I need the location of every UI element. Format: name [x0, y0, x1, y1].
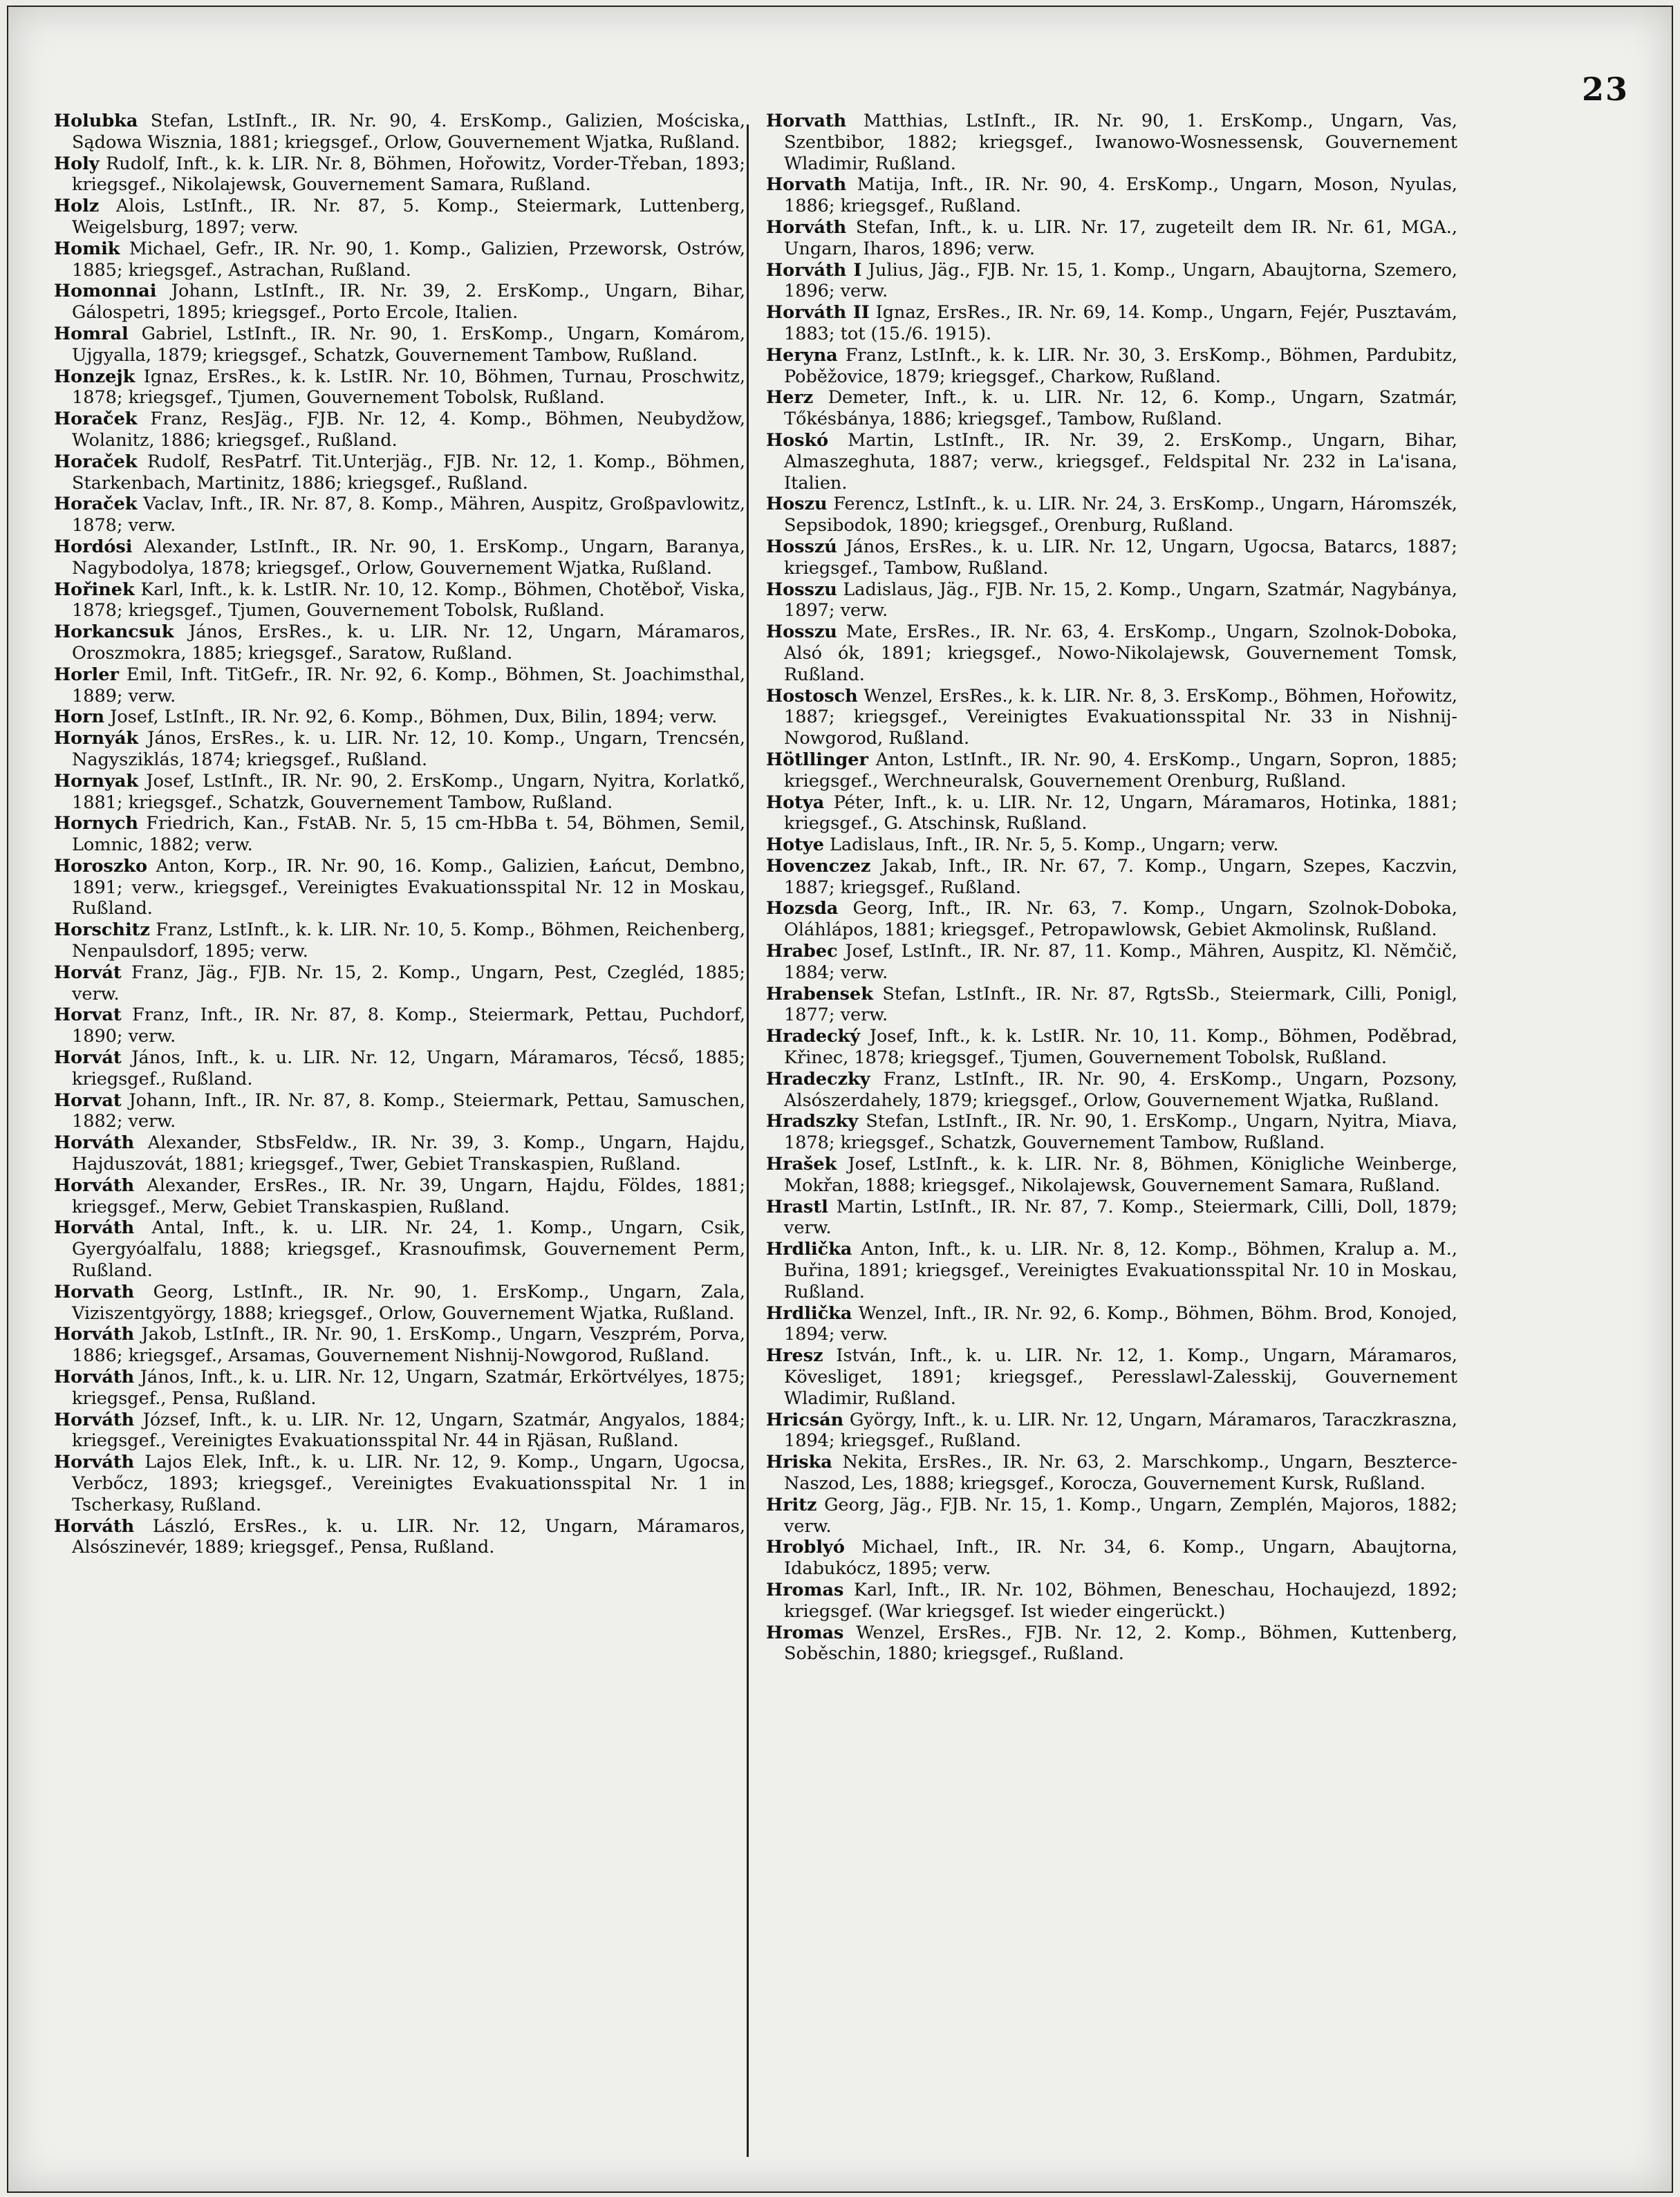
entry-surname: Honzejk	[54, 366, 136, 387]
register-entry	[766, 111, 1457, 174]
register-entry	[54, 621, 745, 664]
entry-surname: Horváth	[54, 1132, 135, 1154]
entry-surname: Homonnai	[54, 281, 157, 302]
entry-surname: Horváth I	[766, 259, 862, 281]
register-entry	[54, 111, 745, 153]
entry-details: Josef, LstInft., IR. Nr. 87, 11. Komp., Mähren, Auspitz, Kl. Němčič, 1884; verw.	[784, 941, 1457, 983]
register-entry	[54, 1175, 745, 1218]
register-entry	[766, 749, 1457, 792]
entry-surname: Herz	[766, 387, 814, 409]
entry-details: Josef, LstInft., IR. Nr. 92, 6. Komp., Böhmen, Dux, Bilin, 1894; verw.	[104, 707, 718, 728]
register-entry	[766, 1239, 1457, 1302]
entry-details: Rudolf, Inft., k. k. LIR. Nr. 8, Böhmen, Hořowitz, Vorder-Třeban, 1893; kriegsgef., Nikolajewsk, Gouvernement Samara, Rußland.	[72, 153, 745, 196]
register-entry	[54, 579, 745, 622]
entry-surname: Hostosch	[766, 685, 858, 707]
entry-surname: Horkancsuk	[54, 621, 174, 643]
register-entry	[766, 579, 1457, 622]
register-entry	[766, 217, 1457, 260]
register-entry	[766, 686, 1457, 749]
entry-details: Ladislaus, Jäg., FJB. Nr. 15, 2. Komp., Ungarn, Szatmár, Nagybánya, 1897; verw.	[784, 579, 1457, 621]
register-entry	[766, 1495, 1457, 1537]
register-entry	[54, 1324, 745, 1367]
register-entry	[54, 1132, 745, 1175]
register-entry	[54, 324, 745, 366]
entry-surname: Horváth	[54, 1217, 135, 1239]
entry-surname: Holubka	[54, 111, 138, 131]
entry-details: Péter, Inft., k. u. LIR. Nr. 12, Ungarn, Máramaros, Hotinka, 1881; kriegsgef., G. Atschinsk, Rußland.	[784, 792, 1457, 834]
entry-surname: Horváth	[54, 1324, 135, 1345]
register-entry	[54, 1047, 745, 1090]
register-entry	[54, 962, 745, 1005]
register-entry	[766, 260, 1457, 303]
register-entry	[766, 536, 1457, 579]
register-entry	[54, 919, 745, 962]
entry-surname: Hoskó	[766, 429, 829, 451]
entry-surname: Hrabec	[766, 941, 838, 962]
entry-surname: Horschitz	[54, 919, 150, 941]
entry-surname: Hosszu	[766, 621, 837, 643]
entry-details: Nekita, ErsRes., IR. Nr. 63, 2. Marschkomp., Ungarn, Beszterce-Naszod, Les, 1888; kriegsgef., Korocza, Gouvernement Kursk, Rußland.	[784, 1452, 1457, 1494]
entry-details: Georg, LstInft., IR. Nr. 90, 1. ErsKomp., Ungarn, Zala, Viziszentgyörgy, 1888; kriegsgef., Orlow, Gouvernement Wjatka, Rußland.	[72, 1281, 745, 1324]
entry-surname: Homral	[54, 323, 129, 344]
entry-surname: Hromas	[766, 1579, 844, 1600]
entry-surname: Holy	[54, 153, 100, 174]
entry-surname: Hrdlička	[766, 1239, 852, 1260]
entry-surname: Hornych	[54, 813, 138, 834]
entry-surname: Heryna	[766, 344, 838, 366]
entry-details: Stefan, LstInft., IR. Nr. 90, 4. ErsKomp., Galizien, Mościska, Sądowa Wisznia, 1881; kriegsgef., Orlow, Gouvernement Wjatka, Rußland.	[72, 111, 745, 153]
entry-surname: Hresz	[766, 1345, 823, 1367]
register-entry	[54, 771, 745, 814]
entry-details: Ferencz, LstInft., k. u. LIR. Nr. 24, 3. ErsKomp., Ungarn, Háromszék, Sepsibodok, 1890; kriegsgef., Orenburg, Rußland.	[784, 494, 1457, 536]
register-entry	[54, 1452, 745, 1515]
entry-details: Alois, LstInft., IR. Nr. 87, 5. Komp., Steiermark, Luttenberg, Weigelsburg, 1897; verw.	[72, 196, 745, 238]
register-entry	[766, 1303, 1457, 1346]
entry-details: Johann, LstInft., IR. Nr. 39, 2. ErsKomp., Ungarn, Bihar, Gálospetri, 1895; kriegsgef., Porto Ercole, Italien.	[72, 281, 745, 324]
entry-details: Wenzel, Inft., IR. Nr. 92, 6. Komp., Böhmen, Böhm. Brod, Konojed, 1894; verw.	[784, 1302, 1457, 1345]
entry-surname: Hrastl	[766, 1196, 828, 1217]
register-entry	[54, 728, 745, 771]
register-entry	[54, 707, 745, 728]
entry-surname: Holz	[54, 196, 100, 217]
entry-surname: Horvát	[54, 962, 122, 983]
entry-details: Ignaz, ErsRes., IR. Nr. 69, 14. Komp., Ungarn, Fejér, Pusztavám, 1883; tot (15./6. 1915).	[784, 302, 1457, 344]
register-entry	[766, 174, 1457, 217]
register-entry	[766, 834, 1457, 856]
entry-surname: Hötllinger	[766, 749, 868, 770]
entry-details: Franz, Inft., IR. Nr. 87, 8. Komp., Steiermark, Pettau, Puchdorf, 1890; verw.	[72, 1004, 745, 1047]
entry-details: Emil, Inft. TitGefr., IR. Nr. 92, 6. Komp., Böhmen, St. Joachimsthal, 1889; verw.	[72, 664, 745, 707]
entry-surname: Horn	[54, 707, 105, 728]
entry-details: Michael, Gefr., IR. Nr. 90, 1. Komp., Galizien, Przeworsk, Ostrów, 1885; kriegsgef., Astrachan, Rußland.	[72, 238, 745, 281]
entry-details: Julius, Jäg., FJB. Nr. 15, 1. Komp., Ungarn, Abaujtorna, Szemero, 1896; verw.	[784, 259, 1457, 302]
entry-details: Franz, LstInft., k. k. LIR. Nr. 30, 3. ErsKomp., Böhmen, Pardubitz, Poběžovice, 1879; kriegsgef., Charkow, Rußland.	[784, 344, 1457, 387]
entry-details: János, ErsRes., k. u. LIR. Nr. 12, 10. Komp., Ungarn, Trencsén, Nagysziklás, 1874; kriegsgef., Rußland.	[72, 728, 745, 770]
entry-surname: Homik	[54, 238, 120, 259]
entry-details: Anton, LstInft., IR. Nr. 90, 4. ErsKomp., Ungarn, Sopron, 1885; kriegsgef., Werchneuralsk, Gouvernement Orenburg, Rußland.	[784, 749, 1457, 792]
entry-details: Martin, LstInft., IR. Nr. 87, 7. Komp., Steiermark, Cilli, Doll, 1879; verw.	[784, 1196, 1457, 1239]
entry-surname: Horváth	[54, 1452, 135, 1473]
entry-details: István, Inft., k. u. LIR. Nr. 12, 1. Komp., Ungarn, Máramaros, Kövesliget, 1891; kriegsgef., Peresslawl-Zalesskij, Gouvernement Wladimir, Rußland.	[784, 1345, 1457, 1409]
entry-surname: Horvat	[54, 1004, 122, 1026]
entry-details: Matthias, LstInft., IR. Nr. 90, 1. ErsKomp., Ungarn, Vas, Szentbibor, 1882; kriegsgef., Iwanowo-Wosnessensk, Gouvernement Wladimir, Rußland.	[784, 111, 1457, 174]
register-entry	[54, 536, 745, 579]
entry-details: János, Inft., k. u. LIR. Nr. 12, Ungarn, Szatmár, Erkörtvélyes, 1875; kriegsgef., Pensa, Rußland.	[72, 1367, 745, 1409]
register-entry	[766, 1410, 1457, 1452]
entry-details: János, Inft., k. u. LIR. Nr. 12, Ungarn, Máramaros, Técső, 1885; kriegsgef., Rußland.	[72, 1047, 745, 1090]
entry-surname: Hrabensek	[766, 983, 873, 1004]
entry-surname: Hosszú	[766, 536, 837, 557]
entry-details: Stefan, Inft., k. u. LIR. Nr. 17, zugeteilt dem IR. Nr. 61, MGA., Ungarn, Iharos, 1896; verw.	[784, 216, 1457, 259]
register-entry	[766, 1111, 1457, 1154]
register-entry	[766, 621, 1457, 685]
register-entry	[54, 1004, 745, 1047]
register-entry	[766, 345, 1457, 388]
page-number: 23	[1581, 71, 1629, 108]
register-entry	[766, 1197, 1457, 1240]
register-entry	[54, 1282, 745, 1325]
entry-details: Franz, Jäg., FJB. Nr. 15, 2. Komp., Ungarn, Pest, Czegléd, 1885; verw.	[72, 962, 745, 1004]
entry-surname: Hotya	[766, 792, 825, 813]
entry-details: Mate, ErsRes., IR. Nr. 63, 4. ErsKomp., Ungarn, Szolnok-Doboka, Alsó ók, 1891; kriegsgef., Nowo-Nikolajewsk, Gouvernement Tomsk, Rußland.	[784, 621, 1457, 685]
register-entry	[54, 664, 745, 707]
entry-details: Franz, LstInft., k. k. LIR. Nr. 10, 5. Komp., Böhmen, Reichenberg, Nenpaulsdorf, 1895; verw.	[72, 919, 745, 962]
entry-details: Vaclav, Inft., IR. Nr. 87, 8. Komp., Mähren, Auspitz, Großpavlowitz, 1878; verw.	[72, 494, 745, 536]
entry-details: Alexander, ErsRes., IR. Nr. 39, Ungarn, Hajdu, Földes, 1881; kriegsgef., Merw, Gebiet Transkaspien, Rußland.	[72, 1175, 745, 1217]
entry-details: Alexander, LstInft., IR. Nr. 90, 1. ErsKomp., Ungarn, Baranya, Nagybodolya, 1878; kriegsgef., Orlow, Gouvernement Wjatka, Rußland.	[72, 536, 745, 579]
register-entry	[54, 1367, 745, 1410]
register-entry	[766, 1345, 1457, 1409]
register-entry	[54, 494, 745, 536]
entry-surname: Hradecký	[766, 1026, 861, 1047]
left-column	[54, 111, 745, 1558]
entry-details: Ignaz, ErsRes., k. k. LstIR. Nr. 10, Böhmen, Turnau, Proschwitz, 1878; kriegsgef., Tjumen, Gouvernement Tobolsk, Rußland.	[72, 366, 745, 409]
entry-details: Lajos Elek, Inft., k. u. LIR. Nr. 12, 9. Komp., Ungarn, Ugocsa, Verbőcz, 1893; kriegsgef., Vereinigtes Evakuationsspital Nr. 1 in Tscherkasy, Rußland.	[72, 1452, 745, 1515]
entry-surname: Hrdlička	[766, 1302, 852, 1324]
register-entry	[766, 984, 1457, 1027]
register-entry	[766, 941, 1457, 984]
register-entry	[766, 494, 1457, 536]
entry-details: Matija, Inft., IR. Nr. 90, 4. ErsKomp., Ungarn, Moson, Nyulas, 1886; kriegsgef., Rußland.	[784, 174, 1457, 217]
entry-details: Stefan, LstInft., IR. Nr. 90, 1. ErsKomp., Ungarn, Nyitra, Miava, 1878; kriegsgef., Schatzk, Gouvernement Tambow, Rußland.	[784, 1111, 1457, 1154]
entry-surname: Horler	[54, 664, 119, 685]
entry-surname: Horaček	[54, 494, 138, 515]
entry-details: Alexander, StbsFeldw., IR. Nr. 39, 3. Komp., Ungarn, Hajdu, Hajduszovát, 1881; kriegsgef., Twer, Gebiet Transkaspien, Rußland.	[72, 1132, 745, 1175]
entry-details: Antal, Inft., k. u. LIR. Nr. 24, 1. Komp., Ungarn, Csik, Gyergyóalfalu, 1888; kriegsgef., Krasnoufimsk, Gouvernement Perm, Rußland.	[72, 1217, 745, 1282]
entry-surname: Hoszu	[766, 494, 828, 515]
register-entry	[766, 792, 1457, 835]
entry-surname: Horvath	[766, 174, 847, 196]
entry-surname: Hovenczez	[766, 855, 871, 877]
register-entry	[766, 856, 1457, 899]
entry-surname: Horváth	[54, 1367, 135, 1388]
register-entry	[766, 898, 1457, 941]
entry-surname: Hordósi	[54, 536, 133, 557]
entry-details: János, ErsRes., k. u. LIR. Nr. 12, Ungarn, Máramaros, Oroszmokra, 1885; kriegsgef., Saratow, Rußland.	[72, 621, 745, 664]
entry-surname: Hricsán	[766, 1409, 844, 1430]
entry-surname: Hroblyó	[766, 1537, 845, 1558]
register-entry	[766, 430, 1457, 494]
register-entry	[54, 856, 745, 919]
entry-surname: Horváth	[766, 216, 847, 238]
entry-surname: Hosszu	[766, 579, 837, 600]
register-entry	[54, 1090, 745, 1133]
entry-details: Wenzel, ErsRes., FJB. Nr. 12, 2. Komp., Böhmen, Kuttenberg, Soběschin, 1880; kriegsgef., Rußland.	[784, 1622, 1457, 1665]
register-entry	[54, 1410, 745, 1452]
entry-details: József, Inft., k. u. LIR. Nr. 12, Ungarn, Szatmár, Angyalos, 1884; kriegsgef., Vereinigtes Evakuationsspital Nr. 44 in Rjäsan, Rußland.	[72, 1409, 745, 1452]
entry-details: László, ErsRes., k. u. LIR. Nr. 12, Ungarn, Máramaros, Alsószinevér, 1889; kriegsgef., Pensa, Rußland.	[72, 1515, 745, 1558]
entry-surname: Hrašek	[766, 1154, 837, 1175]
entry-surname: Hornyak	[54, 770, 139, 792]
entry-surname: Horaček	[54, 451, 138, 472]
register-entry	[54, 366, 745, 409]
entry-details: Stefan, LstInft., IR. Nr. 87, RgtsSb., Steiermark, Cilli, Ponigl, 1877; verw.	[784, 983, 1457, 1026]
register-entry	[766, 1069, 1457, 1112]
entry-details: Franz, ResJäg., FJB. Nr. 12, 4. Komp., Böhmen, Neubydžow, Wolanitz, 1886; kriegsgef., Rußland.	[72, 409, 745, 451]
entry-surname: Hriska	[766, 1452, 832, 1473]
register-entry	[766, 1154, 1457, 1197]
entry-surname: Hornyák	[54, 728, 139, 749]
entry-details: Anton, Inft., k. u. LIR. Nr. 8, 12. Komp., Böhmen, Kralup a. M., Buřina, 1891; kriegsgef., Vereinigtes Evakuationsspital Nr. 10 in Moskau, Rußland.	[784, 1239, 1457, 1302]
scanned-page	[7, 6, 1673, 2193]
entry-details: Josef, LstInft., k. k. LIR. Nr. 8, Böhmen, Königliche Weinberge, Mokřan, 1888; kriegsgef., Nikolajewsk, Gouvernement Samara, Rußland.	[784, 1154, 1457, 1196]
entry-surname: Horvath	[766, 111, 847, 131]
entry-details: Friedrich, Kan., FstAB. Nr. 5, 15 cm-HbBa t. 54, Böhmen, Semil, Lomnic, 1882; verw.	[72, 813, 745, 856]
entry-surname: Horváth II	[766, 302, 870, 324]
entry-surname: Hradszky	[766, 1111, 859, 1132]
column-divider	[747, 124, 749, 2157]
entry-details: Wenzel, ErsRes., k. k. LIR. Nr. 8, 3. ErsKomp., Böhmen, Hořowitz, 1887; kriegsgef., Vereinigtes Evakuationsspital Nr. 33 in Nishnij-Nowgorod, Rußland.	[784, 685, 1457, 749]
entry-details: Gabriel, LstInft., IR. Nr. 90, 1. ErsKomp., Ungarn, Komárom, Ujgyalla, 1879; kriegsgef., Schatzk, Gouvernement Tambow, Rußland.	[72, 323, 745, 366]
entry-details: Josef, LstInft., IR. Nr. 90, 2. ErsKomp., Ungarn, Nyitra, Korlatkő, 1881; kriegsgef., Schatzk, Gouvernement Tambow, Rußland.	[72, 770, 745, 813]
register-entry	[54, 409, 745, 451]
register-entry	[54, 281, 745, 324]
entry-surname: Horoszko	[54, 855, 148, 877]
register-entry	[54, 813, 745, 856]
entry-details: Karl, Inft., k. k. LstIR. Nr. 10, 12. Komp., Böhmen, Chotěboř, Viska, 1878; kriegsgef., Tjumen, Gouvernement Tobolsk, Rußland.	[72, 579, 745, 621]
entry-details: György, Inft., k. u. LIR. Nr. 12, Ungarn, Máramaros, Taraczkraszna, 1894; kriegsgef., Rußland.	[784, 1409, 1457, 1452]
register-entry	[766, 302, 1457, 345]
entry-details: Martin, LstInft., IR. Nr. 39, 2. ErsKomp., Ungarn, Bihar, Almaszeghuta, 1887; verw., kriegsgef., Feldspital Nr. 232 in La'isana, Italien.	[784, 429, 1457, 494]
entry-surname: Horváth	[54, 1515, 135, 1537]
register-entry	[766, 1623, 1457, 1665]
register-entry	[54, 153, 745, 196]
entry-surname: Horváth	[54, 1409, 135, 1430]
entry-details: Georg, Jäg., FJB. Nr. 15, 1. Komp., Ungarn, Zemplén, Majoros, 1882; verw.	[784, 1494, 1457, 1537]
entry-details: Karl, Inft., IR. Nr. 102, Böhmen, Beneschau, Hochaujezd, 1892; kriegsgef. (War kriegsgef. Ist wieder eingerückt.)	[784, 1579, 1457, 1622]
register-entry	[54, 1217, 745, 1281]
entry-details: Jakob, LstInft., IR. Nr. 90, 1. ErsKomp., Ungarn, Veszprém, Porva, 1886; kriegsgef., Arsamas, Gouvernement Nishnij-Nowgorod, Rußland.	[72, 1324, 745, 1367]
right-column	[766, 111, 1457, 1665]
entry-details: Michael, Inft., IR. Nr. 34, 6. Komp., Ungarn, Abaujtorna, Idabukócz, 1895; verw.	[784, 1537, 1457, 1580]
register-entry	[766, 1537, 1457, 1580]
entry-details: Rudolf, ResPatrf. Tit.Unterjäg., FJB. Nr. 12, 1. Komp., Böhmen, Starkenbach, Martinitz, 1886; kriegsgef., Rußland.	[72, 451, 745, 494]
entry-details: János, ErsRes., k. u. LIR. Nr. 12, Ungarn, Ugocsa, Batarcs, 1887; kriegsgef., Tambow, Rußland.	[784, 536, 1457, 579]
entry-surname: Hritz	[766, 1494, 817, 1515]
entry-surname: Horvát	[54, 1047, 122, 1069]
register-entry	[54, 1516, 745, 1559]
entry-surname: Hořinek	[54, 579, 135, 600]
entry-details: Demeter, Inft., k. u. LIR. Nr. 12, 6. Komp., Ungarn, Szatmár, Tőkésbánya, 1886; kriegsgef., Tambow, Rußland.	[784, 387, 1457, 430]
entry-surname: Hotye	[766, 834, 824, 856]
entry-details: Josef, Inft., k. k. LstIR. Nr. 10, 11. Komp., Böhmen, Poděbrad, Křinec, 1878; kriegsgef., Tjumen, Gouvernement Tobolsk, Rußland.	[784, 1026, 1457, 1069]
register-entry	[766, 1580, 1457, 1623]
register-entry	[766, 1026, 1457, 1069]
entry-surname: Horvath	[54, 1281, 135, 1302]
entry-surname: Horvat	[54, 1090, 122, 1111]
entry-surname: Horváth	[54, 1175, 135, 1196]
register-entry	[54, 451, 745, 494]
entry-surname: Horaček	[54, 409, 138, 430]
entry-details: Johann, Inft., IR. Nr. 87, 8. Komp., Steiermark, Pettau, Samuschen, 1882; verw.	[72, 1090, 745, 1132]
register-entry	[54, 196, 745, 239]
register-entry	[766, 1452, 1457, 1495]
entry-surname: Hromas	[766, 1622, 844, 1643]
entry-details: Anton, Korp., IR. Nr. 90, 16. Komp., Galizien, Łańcut, Dembno, 1891; verw., kriegsgef., Vereinigtes Evakuationsspital Nr. 12 in Moskau, Rußland.	[72, 855, 745, 919]
entry-details: Franz, LstInft., IR. Nr. 90, 4. ErsKomp., Ungarn, Pozsony, Alsószerdahely, 1879; kriegsgef., Orlow, Gouvernement Wjatka, Rußland.	[784, 1068, 1457, 1111]
entry-surname: Hradeczky	[766, 1068, 870, 1090]
entry-details: Ladislaus, Inft., IR. Nr. 5, 5. Komp., Ungarn; verw.	[823, 834, 1279, 856]
register-entry	[766, 387, 1457, 430]
entry-surname: Hozsda	[766, 898, 839, 919]
entry-details: Georg, Inft., IR. Nr. 63, 7. Komp., Ungarn, Szolnok-Doboka, Oláhlápos, 1881; kriegsgef., Petropawlowsk, Gebiet Akmolinsk, Rußland.	[784, 898, 1457, 941]
entry-details: Jakab, Inft., IR. Nr. 67, 7. Komp., Ungarn, Szepes, Kaczvin, 1887; kriegsgef., Rußland.	[784, 855, 1457, 898]
register-entry	[54, 239, 745, 281]
